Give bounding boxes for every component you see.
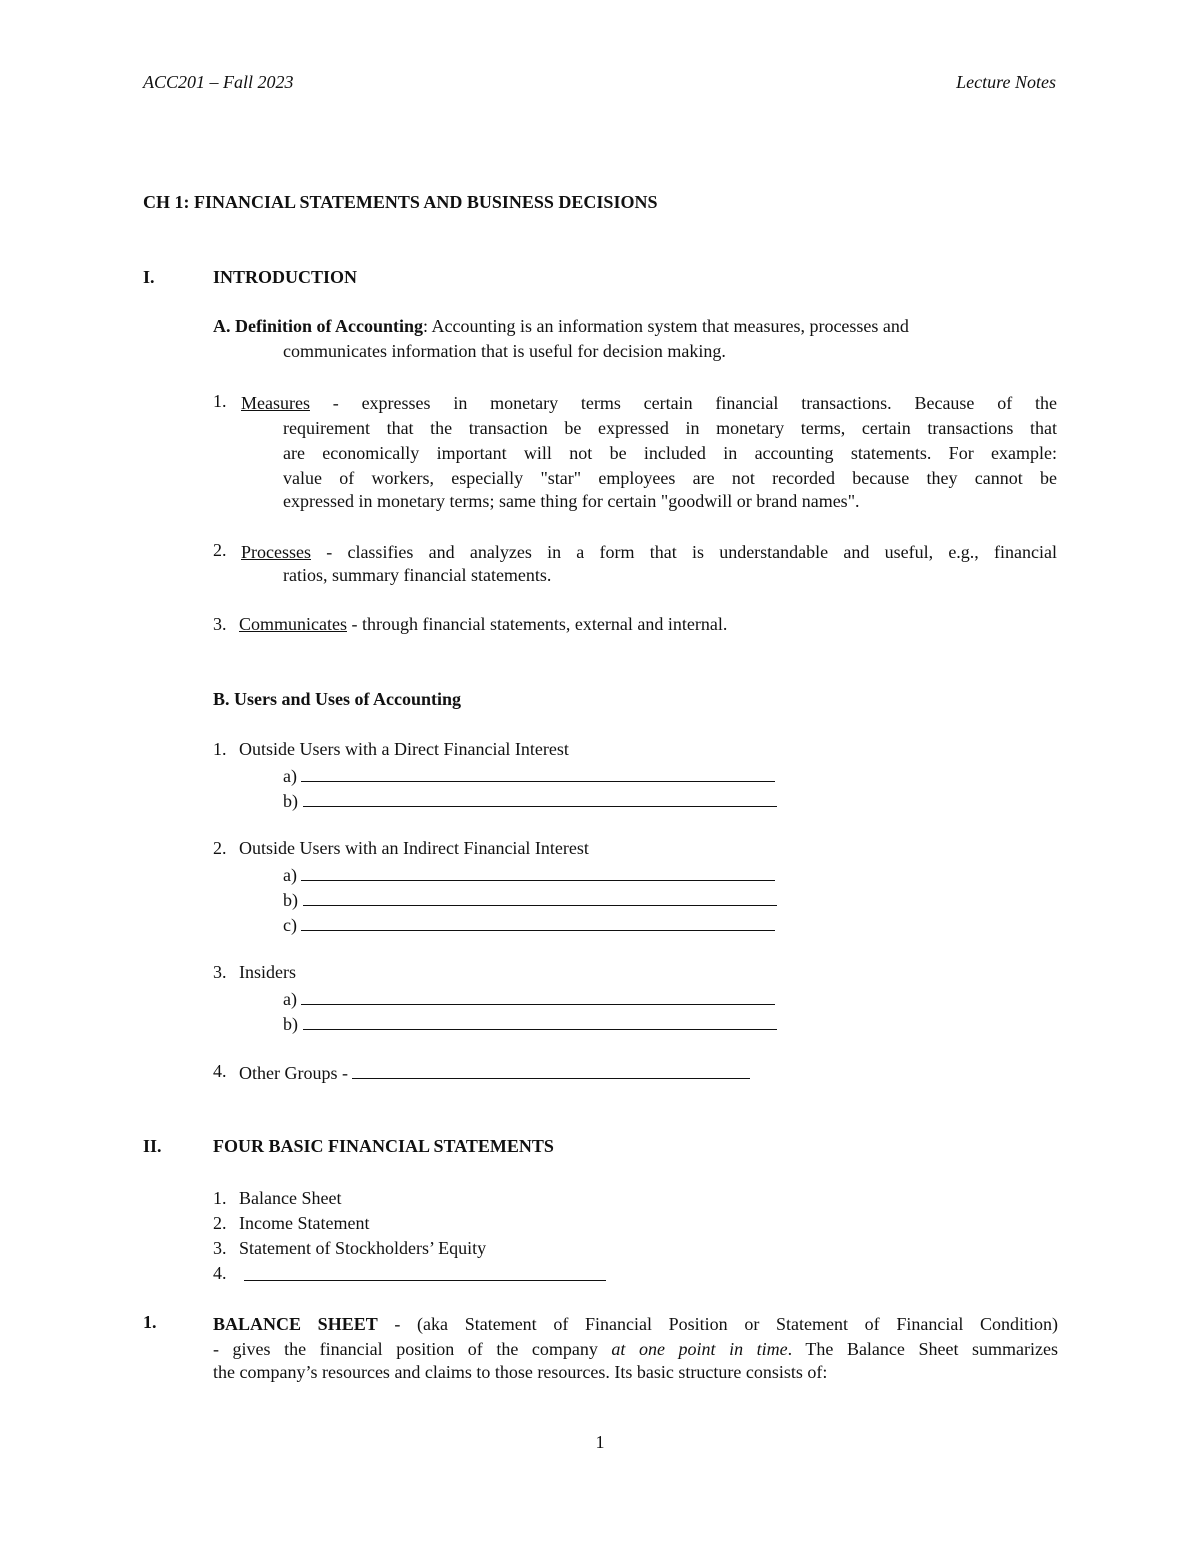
users-group-4-num: 4.	[213, 1061, 227, 1081]
blank-line[interactable]: c)	[283, 913, 775, 936]
communicates-term: Communicates	[239, 614, 347, 634]
fill-blank[interactable]	[301, 913, 775, 931]
section-2-title: FOUR BASIC FINANCIAL STATEMENTS	[213, 1136, 554, 1156]
statement-item-num: 4.	[213, 1263, 227, 1283]
statement-item-blank[interactable]	[244, 1263, 606, 1286]
users-group-4-line[interactable]	[239, 1061, 750, 1084]
measures-line3: are economically important will not be included in accounting statements. For example:	[283, 443, 1057, 463]
measures-line2: requirement that the transaction be expressed in monetary terms, certain transactions that	[283, 418, 1057, 438]
users-group-3-num: 3.	[213, 962, 227, 982]
balance-sheet-title: BALANCE SHEET	[213, 1314, 378, 1334]
blank-line[interactable]: a)	[283, 987, 775, 1010]
fill-blank[interactable]	[303, 789, 777, 807]
users-group-3-title: Insiders	[239, 962, 296, 982]
subsection-b-label: B.	[213, 689, 230, 709]
subsection-b-title: Users and Uses of Accounting	[234, 689, 462, 709]
users-group-2-title: Outside Users with an Indirect Financial Interest	[239, 838, 589, 858]
communicates-num: 3.	[213, 614, 227, 634]
section-2-numeral: II.	[143, 1136, 162, 1156]
subsection-b-heading	[213, 689, 461, 710]
header-course: ACC201 – Fall 2023	[143, 72, 294, 92]
chapter-title: CH 1: FINANCIAL STATEMENTS AND BUSINESS DECISIONS	[143, 192, 658, 212]
measures-line5: expressed in monetary terms; same thing for certain "goodwill or brand names".	[283, 491, 860, 511]
blank-line[interactable]: a)	[283, 764, 775, 787]
blank-line[interactable]: b)	[283, 789, 777, 812]
blank-line[interactable]: a)	[283, 863, 775, 886]
subsection-a-title: Definition of Accounting	[235, 316, 424, 336]
fill-blank[interactable]	[301, 863, 775, 881]
fill-blank[interactable]	[301, 987, 775, 1005]
users-group-1-title: Outside Users with a Direct Financial Interest	[239, 739, 569, 759]
statement-item-num: 1.	[213, 1188, 227, 1208]
subsection-a-line2: communicates information that is useful for decision making.	[283, 341, 726, 361]
statement-item: Income Statement	[239, 1213, 370, 1233]
balance-sheet-emphasis: at one point in time	[611, 1339, 788, 1359]
measures-term: Measures	[241, 393, 310, 413]
communicates-line1: Communicates - through financial statements, external and internal.	[239, 614, 728, 634]
fill-blank[interactable]	[244, 1263, 606, 1281]
fill-blank[interactable]	[303, 1012, 777, 1030]
balance-sheet-line2: - gives the financial position of the company at one point in time. The Balance Sheet summarizes	[213, 1339, 1058, 1359]
section-1-title: INTRODUCTION	[213, 267, 358, 287]
subsection-a-line1	[213, 316, 909, 337]
users-group-4-title: Other Groups -	[239, 1063, 348, 1083]
users-group-1-num: 1.	[213, 739, 227, 759]
processes-line2: ratios, summary financial statements.	[283, 565, 552, 585]
subsection-a-label: A.	[213, 316, 231, 336]
balance-sheet-num: 1.	[143, 1312, 157, 1332]
subsection-a-text: : Accounting is an information system that measures, processes and	[423, 316, 909, 336]
statement-item-num: 2.	[213, 1213, 227, 1233]
statement-item: Balance Sheet	[239, 1188, 342, 1208]
users-group-2-num: 2.	[213, 838, 227, 858]
fill-blank[interactable]	[303, 888, 777, 906]
statement-item-num: 3.	[213, 1238, 227, 1258]
header-doc-type: Lecture Notes	[956, 72, 1056, 92]
measures-line4: value of workers, especially "star" employees are not recorded because they cannot be	[283, 468, 1057, 488]
processes-term: Processes	[241, 542, 311, 562]
fill-blank[interactable]	[352, 1061, 750, 1079]
processes-line1: Processes - classifies and analyzes in a form that is understandable and useful, e.g., financial	[241, 542, 1057, 562]
section-1-numeral: I.	[143, 267, 155, 287]
page-number: 1	[595, 1432, 605, 1452]
blank-line[interactable]: b)	[283, 1012, 777, 1035]
balance-sheet-line3: the company’s resources and claims to those resources. Its basic structure consists of:	[213, 1362, 828, 1382]
measures-num: 1.	[213, 391, 227, 411]
fill-blank[interactable]	[301, 764, 775, 782]
statement-item: Statement of Stockholders’ Equity	[239, 1238, 487, 1258]
blank-line[interactable]: b)	[283, 888, 777, 911]
measures-line1: Measures - expresses in monetary terms certain financial transactions. Because of the	[241, 393, 1057, 413]
processes-num: 2.	[213, 540, 227, 560]
balance-sheet-line1: BALANCE SHEET - (aka Statement of Financial Position or Statement of Financial Condition)	[213, 1314, 1058, 1334]
